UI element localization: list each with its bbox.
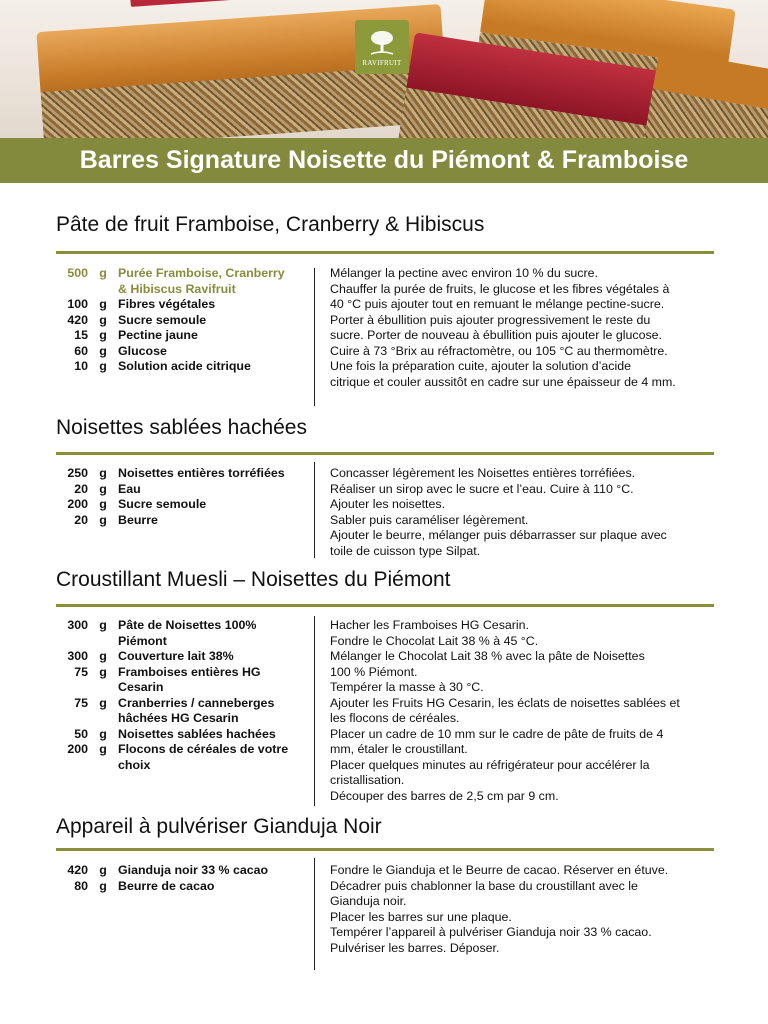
ingredient-list	[56, 618, 306, 773]
section-noisettes-sablees	[56, 412, 714, 562]
ingredient-name: Pâte de Noisettes 100%	[118, 618, 257, 632]
ingredient-quantity: 420	[67, 312, 88, 327]
ingredient-name: Gianduja noir 33 % cacao	[118, 863, 269, 877]
method-step-line: Réaliser un sirop avec le sucre et l’eau. Cuire à 110 °C.	[330, 481, 634, 496]
ingredient-unit: g	[99, 343, 107, 358]
ingredient-row	[56, 466, 306, 482]
method-step-line: Fondre le Chocolat Lait 38 % à 45 °C.	[330, 633, 539, 648]
ingredient-name: Pectine jaune	[118, 328, 198, 342]
method-steps	[330, 618, 720, 804]
ingredient-quantity: 20	[74, 512, 88, 527]
ingredient-name: Piémont	[118, 633, 167, 648]
ingredient-name: Sucre semoule	[118, 312, 207, 327]
ingredient-unit: g	[99, 878, 107, 893]
ingredient-row	[56, 359, 306, 375]
ingredient-quantity: 60	[74, 343, 88, 358]
method-step-line: 40 °C puis ajouter tout en remuant le mélange pectine-sucre.	[330, 297, 665, 311]
ingredient-unit	[88, 634, 118, 650]
title-band	[0, 138, 768, 183]
ingredient-list	[56, 863, 306, 894]
method-step-line: Tempérer l’appareil à pulvériser Gianduja noir 33 % cacao.	[330, 925, 652, 939]
ingredient-list	[56, 466, 306, 528]
method-step-line: Mélanger le Chocolat Lait 38 % avec la pâte de Noisettes	[330, 649, 645, 663]
section-title: Pâte de fruit Framboise, Cranberry & Hibiscus	[56, 213, 485, 236]
page-title: Barres Signature Noisette du Piémont & Framboise	[79, 146, 689, 174]
ingredient-unit: g	[99, 497, 107, 511]
ingredient-name: Purée Framboise, Cranberry	[118, 266, 285, 280]
ingredient-unit: g	[99, 742, 107, 756]
ingredient-unit: g	[99, 726, 107, 741]
method-step-line: toile de cuisson type Silpat.	[330, 543, 481, 558]
ingredient-row	[56, 649, 306, 665]
ingredient-unit: g	[99, 359, 107, 373]
section-rule	[56, 604, 714, 607]
ingredient-row	[56, 665, 306, 681]
ingredient-name: Cesarin	[118, 680, 164, 694]
ingredient-row	[56, 266, 306, 282]
section-rule	[56, 848, 714, 851]
ingredient-unit: g	[99, 466, 107, 480]
ingredient-unit: g	[99, 328, 107, 342]
method-step-line: Mélanger la pectine avec environ 10 % du sucre.	[330, 266, 598, 280]
method-step-line: sucre. Porter de nouveau à ébullition puis ajouter le glucose.	[330, 328, 663, 342]
method-step-line: Une fois la préparation cuite, ajouter la solution d’acide	[330, 359, 631, 373]
ingredient-row	[56, 482, 306, 498]
ingredient-row	[56, 696, 306, 712]
method-steps	[330, 466, 720, 559]
ingredient-unit	[88, 758, 118, 774]
ingredient-name: Cranberries / canneberges	[118, 695, 275, 710]
method-step-line: 100 % Piémont.	[330, 664, 418, 679]
logo-text: RAVIFRUIT	[362, 58, 402, 67]
ingredient-name: choix	[118, 757, 151, 772]
ingredient-row	[56, 758, 306, 774]
ingredient-row	[56, 313, 306, 329]
method-step-line: Porter à ébullition puis ajouter progressivement le reste du	[330, 312, 651, 327]
ingredient-row	[56, 634, 306, 650]
ingredient-quantity	[56, 711, 88, 727]
ingredient-name: Glucose	[118, 343, 167, 358]
method-step-line: Sabler puis caraméliser légèrement.	[330, 512, 529, 527]
column-divider	[314, 462, 315, 558]
ingredient-row	[56, 879, 306, 895]
ingredient-name: Framboises entières HG	[118, 664, 261, 679]
ingredient-quantity: 100	[67, 297, 88, 311]
method-step-line: Ajouter les noisettes.	[330, 497, 446, 511]
ingredient-unit: g	[99, 512, 107, 527]
ingredient-quantity	[56, 634, 88, 650]
section-title: Croustillant Muesli – Noisettes du Piémont	[56, 568, 451, 591]
method-step-line: Décadrer puis chablonner la base du croustillant avec le	[330, 878, 638, 893]
ingredient-unit: g	[99, 695, 107, 710]
ingredient-unit: g	[99, 618, 107, 632]
ingredient-quantity: 500	[67, 266, 88, 280]
method-step-line: Cuire à 73 °Brix au réfractomètre, ou 105 °C au thermomètre.	[330, 343, 668, 358]
ingredient-unit	[88, 680, 118, 696]
ingredient-row	[56, 282, 306, 298]
section-appareil-gianduja	[56, 812, 714, 972]
ingredient-quantity: 80	[74, 878, 88, 893]
method-step-line: Découper des barres de 2,5 cm par 9 cm.	[330, 788, 559, 803]
hero-photo	[0, 0, 768, 138]
ingredient-quantity: 200	[67, 497, 88, 511]
ingredient-row	[56, 742, 306, 758]
ingredient-quantity: 10	[74, 359, 88, 373]
ingredient-quantity	[56, 282, 88, 298]
ingredient-name: Couverture lait 38%	[118, 649, 234, 663]
method-step-line: mm, étaler le croustillant.	[330, 742, 468, 756]
method-step-line: Placer quelques minutes au réfrigérateur pour accélérer la	[330, 757, 650, 772]
ingredient-quantity: 15	[74, 328, 88, 342]
bar-right-edge	[642, 49, 768, 138]
method-step-line: citrique et couler aussitôt en cadre sur une épaisseur de 4 mm.	[330, 374, 676, 389]
column-divider	[314, 858, 315, 970]
ingredient-unit: g	[99, 312, 107, 327]
method-step-line: Placer un cadre de 10 mm sur le cadre de pâte de fruits de 4	[330, 726, 664, 741]
method-step-line: Concasser légèrement les Noisettes entières torréfiées.	[330, 466, 636, 480]
ingredient-name: Fibres végétales	[118, 297, 216, 311]
ingredient-unit	[88, 282, 118, 298]
ingredient-name: Flocons de céréales de votre	[118, 742, 289, 756]
ravifruit-logo	[355, 20, 409, 74]
column-divider	[314, 616, 315, 806]
ingredient-name: Sucre semoule	[118, 497, 207, 511]
ingredient-unit	[88, 711, 118, 727]
section-croustillant	[56, 564, 714, 808]
method-step-line: Hacher les Framboises HG Cesarin.	[330, 618, 530, 632]
ingredient-quantity: 420	[67, 863, 88, 877]
ingredient-name: Solution acide citrique	[118, 359, 251, 373]
ingredient-name: Beurre	[118, 512, 158, 527]
ingredient-quantity: 50	[74, 726, 88, 741]
ingredient-row	[56, 680, 306, 696]
ingredient-row	[56, 497, 306, 513]
ingredient-unit: g	[99, 863, 107, 877]
section-rule	[56, 452, 714, 455]
ingredient-row	[56, 618, 306, 634]
method-steps	[330, 863, 720, 956]
section-pate-de-fruit	[56, 208, 714, 408]
ingredient-row	[56, 513, 306, 529]
ingredient-row	[56, 344, 306, 360]
ingredient-quantity	[56, 758, 88, 774]
ingredient-quantity: 300	[67, 649, 88, 663]
ingredient-unit: g	[99, 481, 107, 496]
method-step-line: Tempérer la masse à 30 °C.	[330, 680, 484, 694]
ingredient-unit: g	[99, 649, 107, 663]
method-step-line: Pulvériser les barres. Déposer.	[330, 940, 500, 955]
ingredient-quantity: 20	[74, 481, 88, 496]
tree-icon	[367, 28, 397, 58]
ingredient-unit: g	[99, 297, 107, 311]
method-step-line: Gianduja noir.	[330, 894, 407, 908]
ingredient-unit: g	[99, 266, 107, 280]
ingredient-unit: g	[99, 664, 107, 679]
ingredient-quantity: 200	[67, 742, 88, 756]
ingredient-row	[56, 863, 306, 879]
ingredient-name: hâchées HG Cesarin	[118, 711, 239, 725]
method-step-line: Placer les barres sur une plaque.	[330, 909, 512, 924]
ingredient-name: & Hibiscus Ravifruit	[118, 281, 236, 296]
method-step-line: Fondre le Gianduja et le Beurre de cacao. Réserver en étuve.	[330, 863, 669, 877]
method-steps	[330, 266, 720, 390]
ingredient-name: Beurre de cacao	[118, 878, 215, 893]
method-step-line: Ajouter les Fruits HG Cesarin, les éclats de noisettes sablées et	[330, 695, 680, 710]
method-step-line: Ajouter le beurre, mélanger puis débarrasser sur plaque avec	[330, 528, 667, 542]
ingredient-name: Eau	[118, 481, 141, 496]
ingredient-name: Noisettes entières torréfiées	[118, 466, 285, 480]
ingredient-list	[56, 266, 306, 375]
ingredient-quantity: 250	[67, 466, 88, 480]
ingredient-quantity	[56, 680, 88, 696]
method-step-line: les flocons de céréales.	[330, 711, 460, 725]
ingredient-name: Noisettes sablées hachées	[118, 726, 276, 741]
section-rule	[56, 251, 714, 254]
column-divider	[314, 268, 315, 406]
ingredient-row	[56, 727, 306, 743]
ingredient-row	[56, 297, 306, 313]
method-step-line: cristallisation.	[330, 773, 405, 787]
section-title: Noisettes sablées hachées	[56, 416, 307, 439]
ingredient-quantity: 300	[67, 618, 88, 632]
ingredient-row	[56, 328, 306, 344]
section-title: Appareil à pulvériser Gianduja Noir	[56, 815, 382, 838]
ingredient-quantity: 75	[74, 695, 88, 710]
method-step-line: Chauffer la purée de fruits, le glucose et les fibres végétales à	[330, 281, 670, 296]
ingredient-row	[56, 711, 306, 727]
ingredient-quantity: 75	[74, 664, 88, 679]
